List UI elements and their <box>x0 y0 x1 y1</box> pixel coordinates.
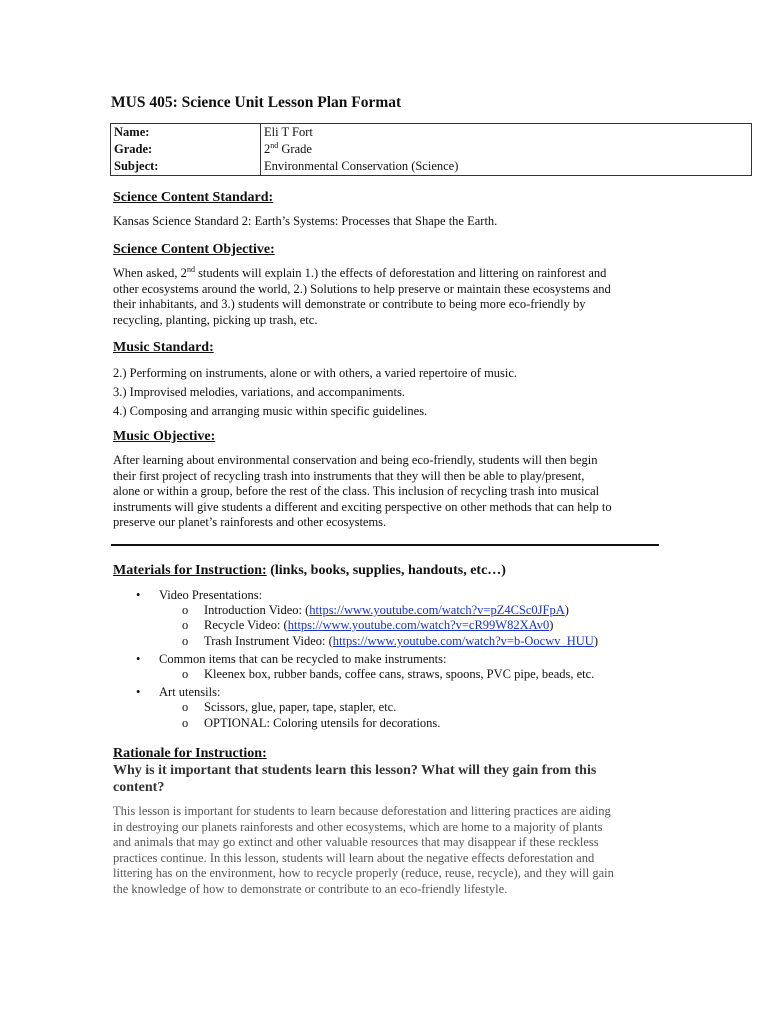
list-item: Scissors, glue, paper, tape, stapler, etc. <box>204 700 397 714</box>
bullet-icon: • <box>136 652 141 666</box>
list-item: Kleenex box, rubber bands, coffee cans, straws, spoons, PVC pipe, beads, etc. <box>204 667 595 681</box>
sup: nd <box>186 264 195 274</box>
line: their inhabitants, and 3.) students will demonstrate or contribute to being more eco-friendly by <box>113 297 586 311</box>
grade-label: Grade: <box>111 141 261 158</box>
video-link[interactable]: https://www.youtube.com/watch?v=b-Oocwv_HUU <box>332 634 594 648</box>
grade-num: 2 <box>264 142 271 156</box>
page-title: MUS 405: Science Unit Lesson Plan Format <box>111 94 402 111</box>
science-objective-text <box>113 266 611 328</box>
line: content? <box>113 780 165 795</box>
materials-heading-label: Materials for Instruction: <box>113 563 267 578</box>
bullet-icon: • <box>136 685 141 699</box>
music-objective-text <box>113 453 612 531</box>
text: students will explain 1.) the effects of deforestation and littering on rainforest and <box>194 266 607 280</box>
video-label: Introduction Video: ( <box>204 603 310 617</box>
line: other ecosystems around the world, 2.) Solutions to help preserve or maintain these ecosystems and <box>113 281 611 296</box>
science-objective-heading: Science Content Objective: <box>113 242 275 257</box>
line: and animals that may go extinct and other valuable resources that may disappear if these reckless <box>113 835 599 849</box>
video-label: Recycle Video: ( <box>204 618 288 632</box>
sub-bullet-icon: o <box>182 603 189 617</box>
grade-value <box>261 141 752 158</box>
rationale-heading: Rationale for Instruction: <box>113 746 267 761</box>
science-standard-heading: Science Content Standard: <box>113 190 274 205</box>
line: in destroying our planets rainforests and other ecosystems, which are home to a majority of plants <box>113 819 603 834</box>
grade-sup: nd <box>270 140 279 150</box>
info-table <box>110 123 752 176</box>
sub-bullet-icon: o <box>182 716 189 730</box>
line: This lesson is important for students to learn because deforestation and littering practices are aiding <box>113 804 611 818</box>
text: When asked, 2 <box>113 266 187 280</box>
line: Why is it important that students learn this lesson? What will they gain from this <box>113 763 597 778</box>
paren: ) <box>593 634 598 648</box>
table-row <box>111 141 752 158</box>
list-item <box>204 603 569 618</box>
paren: ) <box>564 603 569 617</box>
list-item: OPTIONAL: Coloring utensils for decorations. <box>204 716 441 730</box>
list-item: Video Presentations: <box>159 588 263 602</box>
list-item: 4.) Composing and arranging music within specific guidelines. <box>113 404 428 418</box>
name-label: Name: <box>111 124 261 142</box>
line: preserve our planet’s rainforests and other ecosystems. <box>113 515 387 529</box>
list-item: Common items that can be recycled to make instruments: <box>159 652 447 666</box>
line: the knowledge of how to demonstrate or contribute to an eco-friendly lifestyle. <box>113 881 508 896</box>
list-item: 2.) Performing on instruments, alone or with others, a varied repertoire of music. <box>113 366 518 380</box>
list-item <box>204 634 598 649</box>
list-item: Art utensils: <box>159 685 221 699</box>
subject-value: Environmental Conservation (Science) <box>264 159 459 173</box>
table-row <box>111 124 752 142</box>
line: practices continue. In this lesson, students will learn about the negative effects deforestation and <box>113 850 595 865</box>
sub-bullet-icon: o <box>182 700 189 714</box>
section-divider <box>111 544 659 546</box>
list-item: 3.) Improvised melodies, variations, and accompaniments. <box>113 385 405 399</box>
subject-label: Subject: <box>111 158 261 176</box>
list-item <box>204 618 553 633</box>
bullet-icon: • <box>136 588 141 602</box>
line: instruments will give students a different and exciting perspective on other methods that can help to <box>113 499 612 514</box>
video-link[interactable]: https://www.youtube.com/watch?v=pZ4CSc0JFpA <box>309 603 565 617</box>
paren: ) <box>549 618 554 632</box>
table-row <box>111 158 752 176</box>
rationale-text <box>113 804 614 897</box>
line: their first project of recycling trash into instruments that they will then be able to play/present, <box>113 468 585 483</box>
line: recycling, planting, picking up trash, etc. <box>113 312 318 327</box>
science-standard-text: Kansas Science Standard 2: Earth’s Systems: Processes that Shape the Earth. <box>113 214 498 228</box>
materials-heading <box>113 563 506 579</box>
grade-rest: Grade <box>278 142 312 156</box>
music-standard-list <box>113 364 517 421</box>
video-link[interactable]: https://www.youtube.com/watch?v=cR99W82XAv0 <box>287 618 550 632</box>
rationale-question <box>113 762 596 796</box>
music-standard-heading: Music Standard: <box>113 340 214 355</box>
sub-bullet-icon: o <box>182 634 189 648</box>
line: littering has on the environment, how to recycle properly (reduce, reuse, recycle), and they will gain <box>113 866 614 880</box>
line: alone or within a group, before the rest of the class. This inclusion of recycling trash into musical <box>113 484 600 498</box>
sub-bullet-icon: o <box>182 618 189 632</box>
music-objective-heading: Music Objective: <box>113 429 216 444</box>
line: After learning about environmental conservation and being eco-friendly, students will then begin <box>113 453 598 467</box>
video-label: Trash Instrument Video: ( <box>204 634 333 648</box>
name-value: Eli T Fort <box>264 125 313 139</box>
materials-heading-rest: (links, books, supplies, handouts, etc…) <box>266 563 506 578</box>
sub-bullet-icon: o <box>182 667 189 681</box>
